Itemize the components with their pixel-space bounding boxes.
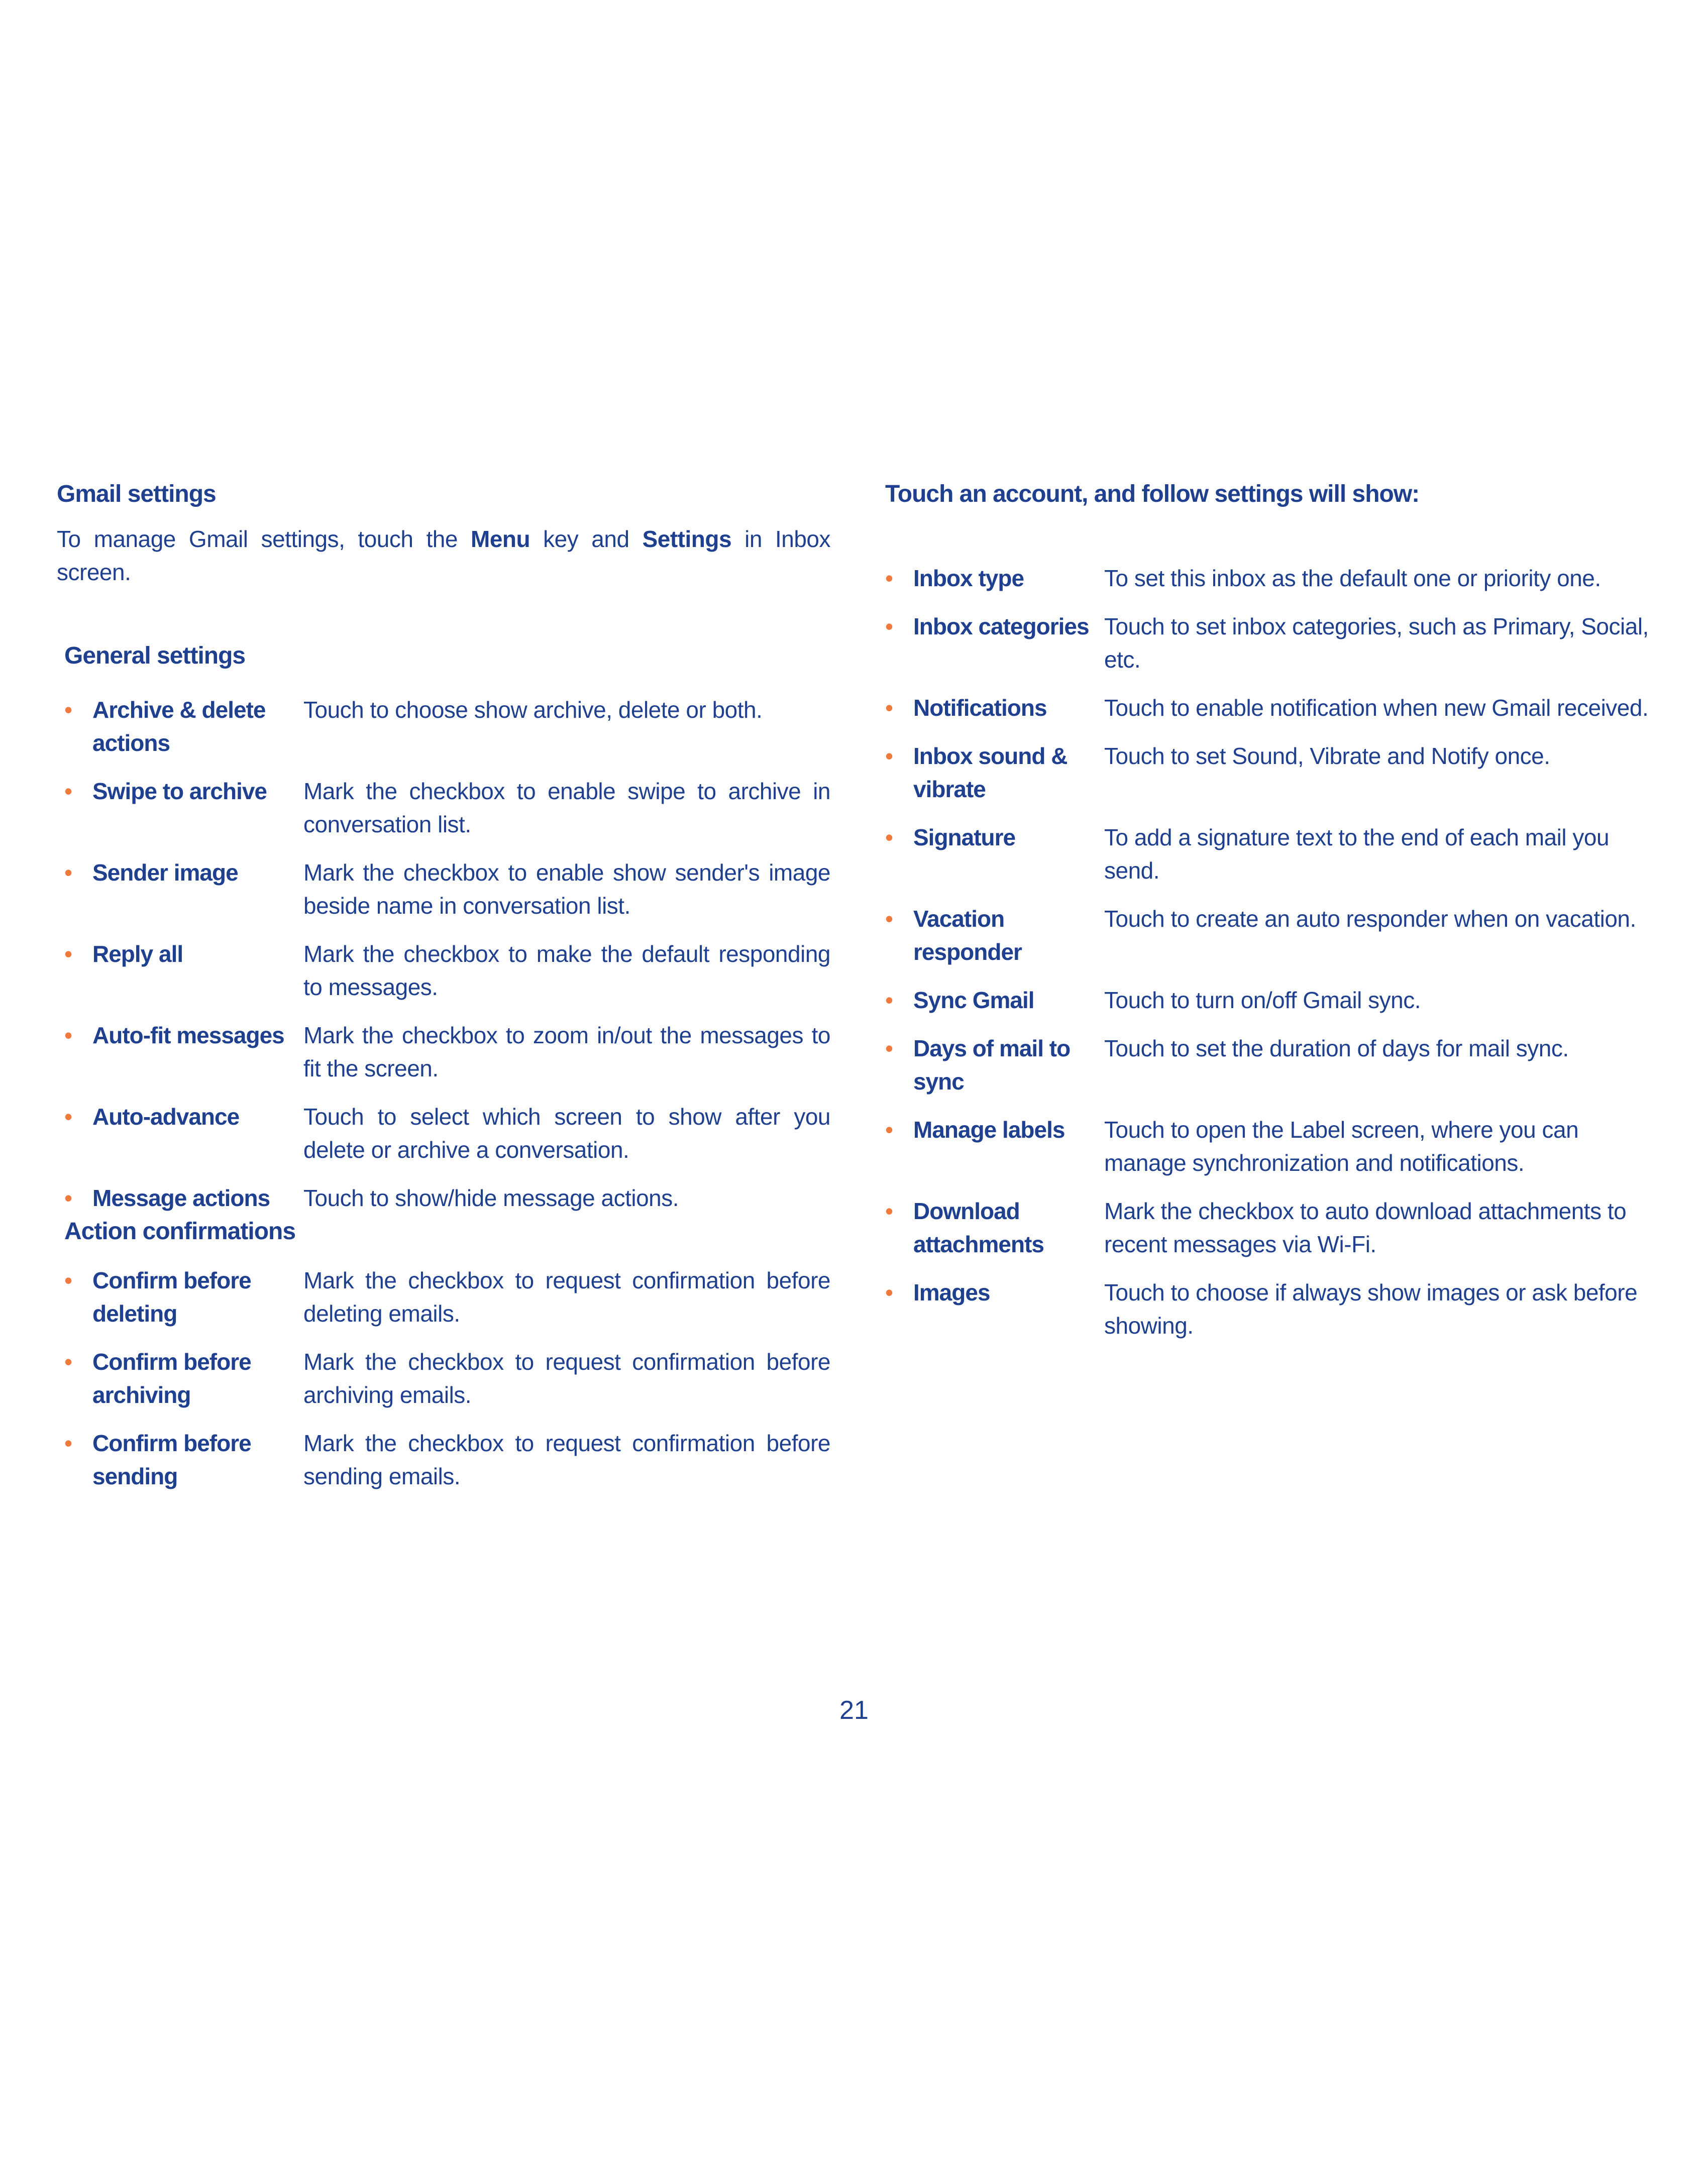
setting-item xyxy=(64,1264,830,1330)
setting-item xyxy=(64,693,830,759)
setting-item xyxy=(885,1032,1649,1098)
setting-description: Touch to enable notification when new Gmail received. xyxy=(1104,695,1649,721)
setting-term: Archive & delete actions xyxy=(92,697,266,756)
setting-description: Mark the checkbox to enable swipe to archive in conversation list. xyxy=(303,778,830,837)
bullet-icon: • xyxy=(885,695,893,721)
setting-description: Mark the checkbox to auto download attachments to recent messages via Wi-Fi. xyxy=(1104,1198,1627,1257)
setting-term: Reply all xyxy=(92,941,183,967)
right-column xyxy=(885,477,1649,1357)
bullet-icon: • xyxy=(885,743,893,769)
setting-description: Touch to create an auto responder when on vacation. xyxy=(1104,906,1636,932)
bullet-icon: • xyxy=(885,565,893,591)
account-settings-list xyxy=(885,562,1649,1342)
setting-item xyxy=(64,1427,830,1493)
bullet-icon: • xyxy=(64,1349,72,1375)
setting-term: Inbox type xyxy=(913,565,1024,591)
general-settings-section xyxy=(64,639,830,1215)
setting-term: Images xyxy=(913,1279,990,1305)
setting-term: Notifications xyxy=(913,695,1047,721)
page-number: 21 xyxy=(839,1696,869,1725)
setting-item xyxy=(885,739,1649,806)
setting-term: Days of mail to sync xyxy=(913,1035,1071,1095)
setting-item xyxy=(64,775,830,841)
intro-text-3: in Inbox screen. xyxy=(57,526,830,585)
bullet-icon: • xyxy=(64,941,72,967)
setting-item xyxy=(885,562,1649,595)
setting-description: Touch to open the Label screen, where you can manage synchronization and notifications. xyxy=(1104,1117,1579,1176)
bullet-icon: • xyxy=(885,1035,893,1061)
setting-description: Touch to show/hide message actions. xyxy=(303,1185,679,1211)
setting-description: Mark the checkbox to enable show sender's image beside name in conversation list. xyxy=(303,859,830,919)
action-confirmations-heading: Action confirmations xyxy=(64,1218,296,1245)
setting-description: Touch to select which screen to show after you delete or archive a conversation. xyxy=(303,1104,830,1163)
bullet-icon: • xyxy=(885,906,893,932)
setting-term: Confirm before archiving xyxy=(92,1349,251,1408)
bullet-icon: • xyxy=(64,1022,72,1048)
bullet-icon: • xyxy=(885,824,893,850)
setting-description: Touch to choose if always show images or ask before showing. xyxy=(1104,1279,1638,1339)
setting-description: To set this inbox as the default one or priority one. xyxy=(1104,565,1601,591)
setting-description: Mark the checkbox to request confirmation before sending emails. xyxy=(303,1430,830,1489)
setting-item xyxy=(885,984,1649,1017)
bullet-icon: • xyxy=(64,778,72,804)
setting-term: Inbox categories xyxy=(913,613,1089,639)
setting-term: Confirm before sending xyxy=(92,1430,251,1489)
gmail-settings-title: Gmail settings xyxy=(57,481,216,507)
bullet-icon: • xyxy=(885,987,893,1013)
setting-term: Inbox sound & vibrate xyxy=(913,743,1068,802)
bullet-icon: • xyxy=(64,1267,72,1293)
general-settings-list xyxy=(64,693,830,1215)
setting-item xyxy=(64,937,830,1004)
setting-item xyxy=(885,610,1649,676)
setting-description: Touch to choose show archive, delete or both. xyxy=(303,697,763,723)
intro-text-2: key and xyxy=(530,526,643,552)
bullet-icon: • xyxy=(64,859,72,886)
setting-description: Touch to set the duration of days for mail sync. xyxy=(1104,1035,1569,1061)
setting-term: Sender image xyxy=(92,859,238,886)
setting-description: Touch to set inbox categories, such as Primary, Social, etc. xyxy=(1104,613,1649,673)
setting-item xyxy=(64,1345,830,1411)
intro-text-1: To manage Gmail settings, touch the xyxy=(57,526,471,552)
setting-description: Mark the checkbox to zoom in/out the messages to fit the screen. xyxy=(303,1022,830,1081)
setting-term: Manage labels xyxy=(913,1117,1065,1143)
setting-item xyxy=(64,856,830,922)
setting-term: Vacation responder xyxy=(913,906,1022,965)
general-settings-heading: General settings xyxy=(64,642,246,669)
setting-item xyxy=(885,902,1649,968)
setting-description: Touch to set Sound, Vibrate and Notify once. xyxy=(1104,743,1550,769)
bullet-icon: • xyxy=(64,697,72,723)
setting-item xyxy=(64,1019,830,1085)
bullet-icon: • xyxy=(64,1185,72,1211)
bullet-icon: • xyxy=(885,1117,893,1143)
setting-description: Mark the checkbox to request confirmation before deleting emails. xyxy=(303,1267,830,1327)
setting-term: Message actions xyxy=(92,1185,270,1211)
bullet-icon: • xyxy=(885,1198,893,1224)
intro-paragraph xyxy=(57,522,830,589)
bullet-icon: • xyxy=(885,613,893,639)
setting-description: Mark the checkbox to request confirmation before archiving emails. xyxy=(303,1349,830,1408)
setting-item xyxy=(885,1113,1649,1179)
setting-term: Swipe to archive xyxy=(92,778,267,804)
action-confirmations-list xyxy=(64,1264,830,1493)
bullet-icon: • xyxy=(64,1104,72,1130)
setting-item xyxy=(885,1276,1649,1342)
setting-term: Confirm before deleting xyxy=(92,1267,251,1327)
action-confirmations-section xyxy=(64,1215,830,1493)
setting-term: Auto-advance xyxy=(92,1104,240,1130)
setting-item xyxy=(64,1181,830,1215)
setting-term: Auto-fit messages xyxy=(92,1022,284,1048)
setting-description: Mark the checkbox to make the default responding to messages. xyxy=(303,941,830,1000)
bullet-icon: • xyxy=(64,1430,72,1456)
setting-term: Download attachments xyxy=(913,1198,1044,1257)
setting-item xyxy=(885,821,1649,887)
setting-description: To add a signature text to the end of each mail you send. xyxy=(1104,824,1610,884)
setting-item xyxy=(885,691,1649,724)
settings-key-label: Settings xyxy=(642,526,732,552)
setting-term: Sync Gmail xyxy=(913,987,1034,1013)
setting-term: Signature xyxy=(913,824,1016,850)
bullet-icon: • xyxy=(885,1279,893,1305)
setting-item xyxy=(64,1100,830,1166)
setting-description: Touch to turn on/off Gmail sync. xyxy=(1104,987,1421,1013)
menu-key-label: Menu xyxy=(471,526,530,552)
setting-item xyxy=(885,1194,1649,1261)
left-column xyxy=(57,477,830,1508)
account-settings-title: Touch an account, and follow settings will show: xyxy=(885,481,1420,507)
